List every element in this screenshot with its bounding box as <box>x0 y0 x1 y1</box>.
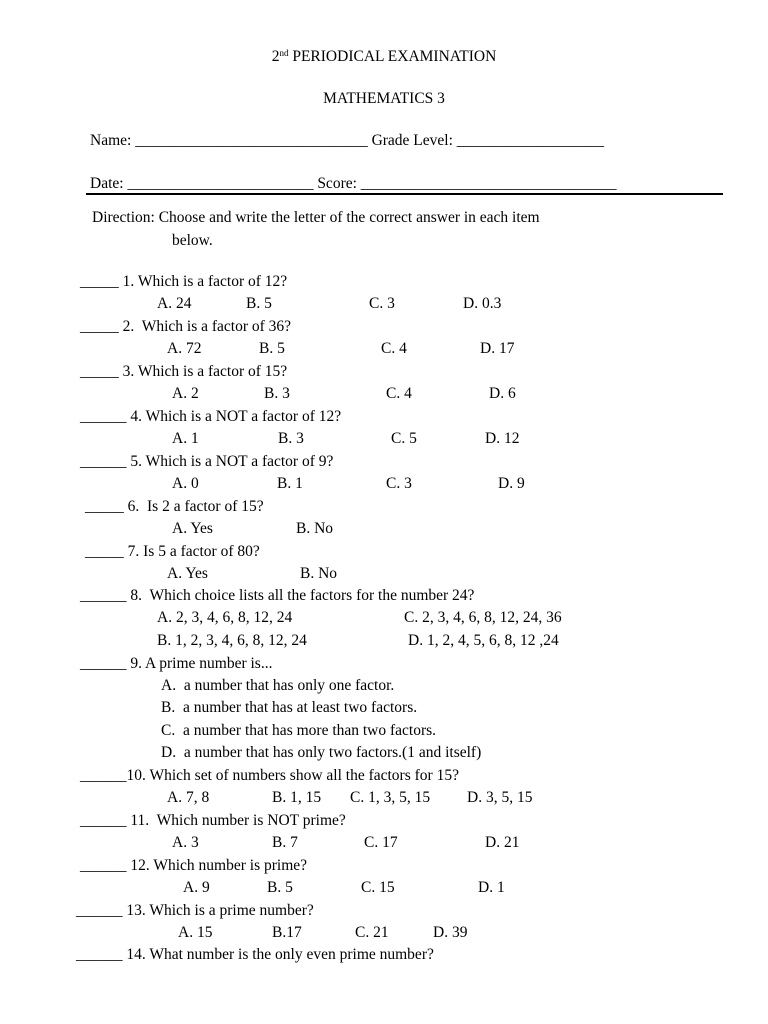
q10-option-d: D. 3, 5, 15 <box>467 789 533 806</box>
q8-option-c: C. 2, 3, 4, 6, 8, 12, 24, 36 <box>404 609 562 626</box>
q2-option-b: B. 5 <box>259 340 285 357</box>
question-13: ______ 13. Which is a prime number? <box>76 902 314 919</box>
q10-option-b: B. 1, 15 <box>272 789 322 806</box>
q1-option-b: B. 5 <box>246 295 272 312</box>
subject-title: MATHEMATICS 3 <box>323 90 445 107</box>
question-8: ______ 8. Which choice lists all the factors for the number 24? <box>80 587 475 604</box>
q7-option-b: B. No <box>300 565 338 582</box>
q1-option-d: D. 0.3 <box>463 295 502 312</box>
question-2: _____ 2. Which is a factor of 36? <box>80 318 292 335</box>
question-9: ______ 9. A prime number is... <box>80 655 273 672</box>
direction-line-1: Direction: Choose and write the letter of the correct answer in each item <box>92 209 540 226</box>
q10-option-c: C. 1, 3, 5, 15 <box>350 789 431 806</box>
question-1: _____ 1. Which is a factor of 12? <box>80 273 288 290</box>
q8-option-a: A. 2, 3, 4, 6, 8, 12, 24 <box>157 609 293 626</box>
q3-option-d: D. 6 <box>489 385 516 402</box>
q3-option-b: B. 3 <box>264 385 290 402</box>
q12-option-a: A. 9 <box>183 879 210 896</box>
q13-option-c: C. 21 <box>355 924 389 941</box>
q4-option-b: B. 3 <box>278 430 304 447</box>
question-14: ______ 14. What number is the only even prime number? <box>76 946 434 963</box>
question-3: _____ 3. Which is a factor of 15? <box>80 363 288 380</box>
q7-option-a: A. Yes <box>167 565 208 582</box>
q5-option-a: A. 0 <box>172 475 199 492</box>
question-12: ______ 12. Which number is prime? <box>80 857 308 874</box>
q6-option-a: A. Yes <box>172 520 213 537</box>
q5-option-d: D. 9 <box>498 475 525 492</box>
q13-option-a: A. 15 <box>178 924 213 941</box>
q13-option-d: D. 39 <box>433 924 468 941</box>
q12-option-c: C. 15 <box>361 879 395 896</box>
q1-option-a: A. 24 <box>157 295 192 312</box>
exam-title: 2nd PERIODICAL EXAMINATION <box>271 48 497 65</box>
q9-option-d: D. a number that has only two factors.(1 and itself) <box>161 744 482 761</box>
q5-option-b: B. 1 <box>277 475 303 492</box>
q11-option-d: D. 21 <box>485 834 520 851</box>
q2-option-d: D. 17 <box>480 340 515 357</box>
q11-option-a: A. 3 <box>172 834 199 851</box>
question-11: ______ 11. Which number is NOT prime? <box>80 812 346 829</box>
name-grade-field: Name: ______________________________ Grade Level: ___________________ <box>90 132 605 149</box>
date-score-field: Date: ________________________ Score: _________________________________ <box>90 175 617 192</box>
q13-option-b: B.17 <box>272 924 302 941</box>
q12-option-b: B. 5 <box>267 879 293 896</box>
q11-option-b: B. 7 <box>272 834 298 851</box>
question-10: ______10. Which set of numbers show all the factors for 15? <box>80 767 459 784</box>
q11-option-c: C. 17 <box>364 834 398 851</box>
q9-option-c: C. a number that has more than two factors. <box>161 722 437 739</box>
q9-option-b: B. a number that has at least two factors. <box>161 699 418 716</box>
question-4: ______ 4. Which is a NOT a factor of 12? <box>80 408 342 425</box>
q2-option-a: A. 72 <box>167 340 202 357</box>
q5-option-c: C. 3 <box>386 475 412 492</box>
q8-option-d: D. 1, 2, 4, 5, 6, 8, 12 ,24 <box>408 632 559 649</box>
q1-option-c: C. 3 <box>369 295 395 312</box>
q3-option-a: A. 2 <box>172 385 199 402</box>
direction-line-2: below. <box>172 232 213 249</box>
q6-option-b: B. No <box>296 520 334 537</box>
q2-option-c: C. 4 <box>381 340 407 357</box>
q9-option-a: A. a number that has only one factor. <box>161 677 395 694</box>
q8-option-b: B. 1, 2, 3, 4, 6, 8, 12, 24 <box>157 632 307 649</box>
q4-option-c: C. 5 <box>391 430 417 447</box>
question-6: _____ 6. Is 2 a factor of 15? <box>85 498 264 515</box>
q4-option-a: A. 1 <box>172 430 199 447</box>
q3-option-c: C. 4 <box>386 385 412 402</box>
question-5: ______ 5. Which is a NOT a factor of 9? <box>80 453 334 470</box>
q10-option-a: A. 7, 8 <box>167 789 210 806</box>
header-divider <box>86 193 723 195</box>
q12-option-d: D. 1 <box>478 879 505 896</box>
question-7: _____ 7. Is 5 a factor of 80? <box>85 543 260 560</box>
q4-option-d: D. 12 <box>485 430 520 447</box>
